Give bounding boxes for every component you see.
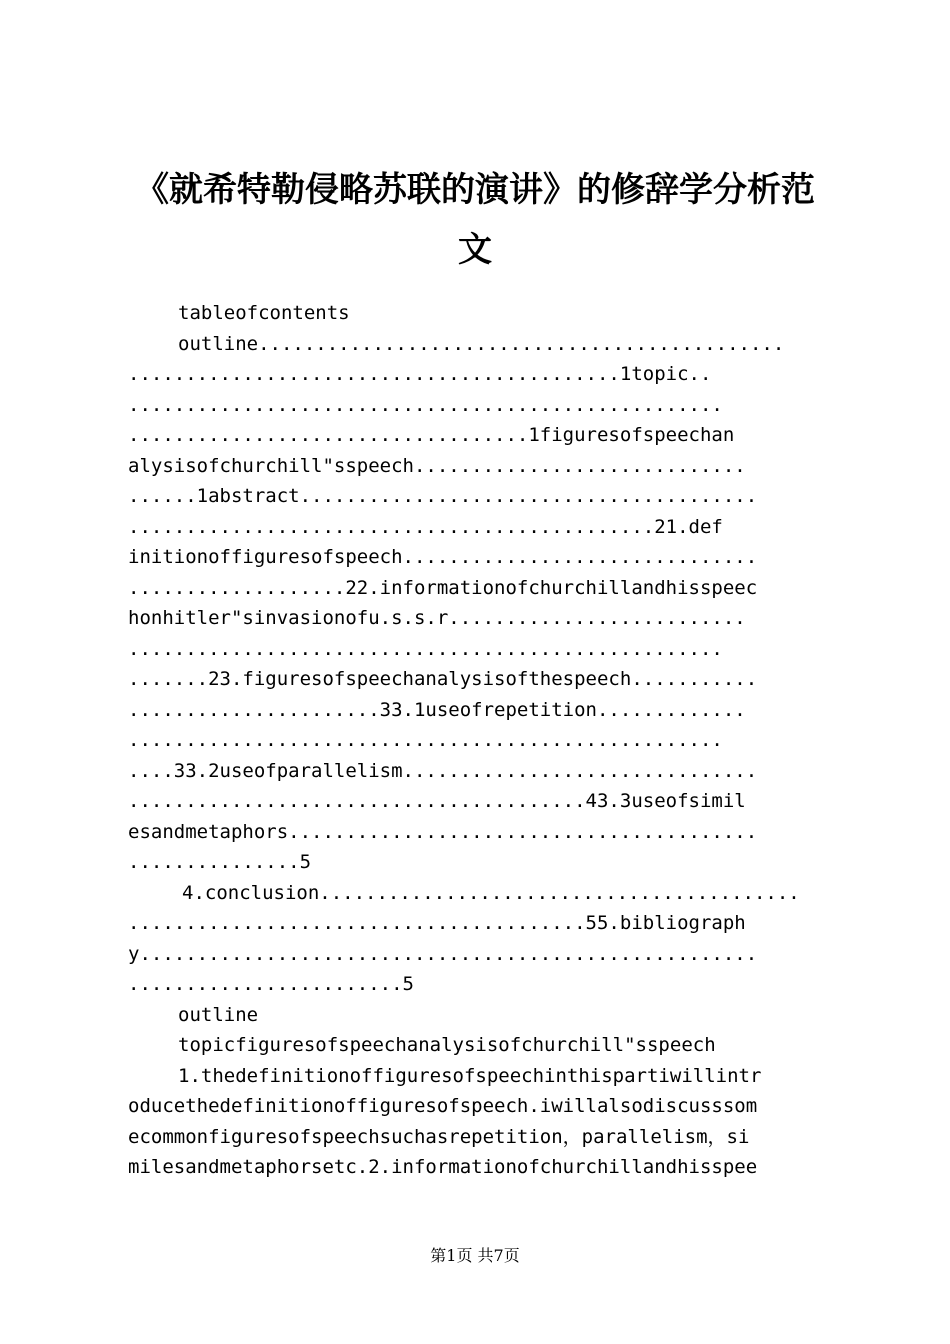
toc-line: .................................................... — [128, 393, 723, 416]
toc-line: .................................................... — [128, 729, 723, 751]
outline-topic: topicfiguresofspeechanalysisofchurchill"sspeech — [178, 1034, 716, 1056]
toc-line: .................................................... — [128, 637, 723, 660]
toc-line: ....33.2useofparallelism............................... — [128, 759, 758, 782]
toc-line: ..............................................21.def — [128, 515, 723, 538]
toc-heading: tableofcontents — [178, 302, 350, 324]
toc-line: y...................................................... — [128, 942, 758, 965]
toc-line: ......1abstract........................................ — [128, 485, 758, 507]
body-line: 1.thedefinitionoffiguresofspeechinthispartiwillintr — [178, 1064, 762, 1087]
document-body — [128, 298, 830, 1183]
toc-line: initionoffiguresofspeech............................... — [128, 546, 758, 568]
toc-line: 4.conclusion.......................................... — [182, 881, 800, 904]
body-line: milesandmetaphorsetc.2.informationofchurchillandhisspee — [128, 1156, 758, 1178]
toc-line: ........................................55.bibliograph — [128, 912, 746, 934]
toc-line: ........................5 — [128, 973, 414, 995]
toc-line: alysisofchurchill"sspeech............................. — [128, 454, 746, 477]
toc-line: .......23.figuresofspeechanalysisofthespeech........... — [128, 668, 758, 690]
toc-line: honhitler"sinvasionofu.s.s.r.......................... — [128, 607, 746, 629]
title-line-2: 文 — [458, 230, 492, 270]
toc-line: ...................22.informationofchurchillandhisspeec — [128, 576, 758, 599]
page-footer: 第1页 共7页 — [430, 1246, 520, 1265]
body-line: oducethedefinitionoffiguresofspeech.iwillalsodiscusssom — [128, 1095, 758, 1117]
toc-line: ...........................................1topic.. — [128, 363, 712, 385]
title-line-1: 《就希特勒侵略苏联的演讲》的修辞学分析范 — [135, 170, 815, 210]
document-title — [110, 160, 840, 280]
toc-line: esandmetaphors......................................... — [128, 820, 758, 843]
toc-line: outline.............................................. — [178, 332, 785, 355]
outline-heading: outline — [178, 1003, 259, 1026]
body-line: ecommonfiguresofspeechsuchasrepetition，parallelism，si — [128, 1125, 750, 1148]
toc-line: ...................................1figuresofspeechan — [128, 424, 735, 446]
toc-line: ........................................43.3useofsimil — [128, 790, 746, 812]
toc-line: ......................33.1useofrepetition............. — [128, 698, 746, 721]
toc-line: ...............5 — [128, 851, 312, 873]
